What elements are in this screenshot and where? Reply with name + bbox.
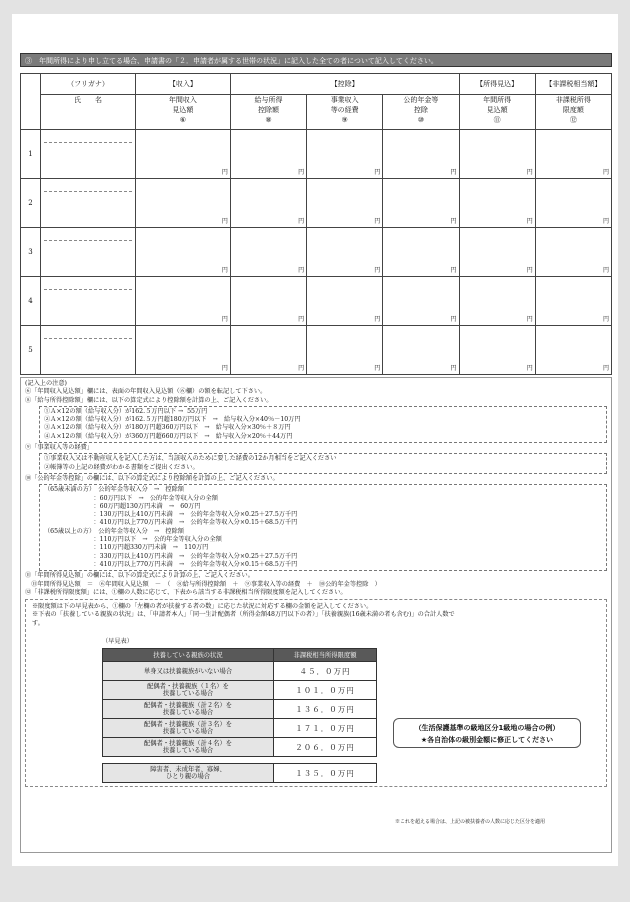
quick-value: ４５．０万円: [274, 662, 377, 681]
quick-reference-table: [102, 648, 377, 757]
income-field[interactable]: 円: [135, 326, 230, 375]
formula-line: ①Ａ×12の額（給与収入分）が162.５万円以下 → 55万円: [44, 407, 208, 415]
pension-line: （65歳未満の方） 公的年金等収入分 → 控除額: [44, 486, 184, 494]
nontax-limit-header: 非課税所得 限度額 ⑫: [535, 95, 611, 130]
guide-line: す。: [32, 619, 44, 627]
salary-deduction-field[interactable]: 円: [230, 179, 306, 228]
table-row: [21, 277, 612, 326]
quick-table-caption: （早見表）: [102, 638, 133, 646]
pension-line: ：110万円以下 → 公的年金等収入分の全額: [44, 536, 222, 544]
name-field[interactable]: [41, 228, 136, 277]
income-field[interactable]: 円: [135, 179, 230, 228]
quick-label: 配偶者・扶養親族（計３名）を 扶養している場合: [103, 719, 274, 738]
quick-header-status: 扶養している親族の状況: [103, 649, 274, 662]
note-8: ⑧「給与所得控除額」欄には、以下の算定式により控除額を計算の上、ご記入ください。: [25, 396, 273, 404]
quick-header-limit: 非課税相当所得限度額: [274, 649, 377, 662]
salary-deduction-header: 給与所得 控除額 ⑧: [230, 95, 306, 130]
section-header: ③ 年間所得により申し立てる場合、申請書の「２．申請者が属する世帯の状況」に記入した全ての者について記入してください。: [20, 53, 612, 67]
table-row: [103, 662, 377, 681]
name-field[interactable]: [41, 326, 136, 375]
callout-line: ★各自治体の級別金額に修正してください: [420, 736, 554, 744]
annual-income-header: 年間収入 見込額 ⑥: [135, 95, 230, 130]
pension-line: ：330万円以上410万円未満 → 公的年金等収入分×0.25＋27.5万千円: [44, 552, 298, 560]
formula-line: ③Ａ×12の額（給与収入分）が180万円超360万円以下 → 給与収入分×30％＋８万円: [44, 424, 291, 432]
forecast-field[interactable]: 円: [459, 130, 535, 179]
row-number-header: [21, 74, 41, 130]
notes-title: (記入上の注意): [25, 380, 67, 387]
row-number: 4: [21, 277, 41, 326]
quick-value: １３６．０万円: [274, 700, 377, 719]
limit-field[interactable]: 円: [535, 228, 611, 277]
income-field[interactable]: 円: [135, 277, 230, 326]
table-row: [21, 179, 612, 228]
table-row: [103, 719, 377, 738]
name-field[interactable]: [41, 179, 136, 228]
pension-line: ：60万円以下 → 公的年金等収入分の全額: [44, 494, 218, 502]
table-row: [103, 681, 377, 700]
deduction-group-header: 【控除】: [230, 74, 459, 95]
pension-formula-box: [39, 484, 607, 571]
pension-field[interactable]: 円: [383, 179, 459, 228]
expense-field[interactable]: 円: [307, 277, 383, 326]
income-field[interactable]: 円: [135, 130, 230, 179]
row-number: 5: [21, 326, 41, 375]
name-field[interactable]: [41, 130, 136, 179]
table-row: [21, 326, 612, 375]
pension-line: ：130万円以上410万円未満 → 公的年金等収入分×0.25＋27.5万千円: [44, 511, 298, 519]
table-row: [103, 764, 377, 783]
row-number: 1: [21, 130, 41, 179]
salary-deduction-field[interactable]: 円: [230, 130, 306, 179]
special-label: 障害者、未成年者、寡婦、 ひとり親の場合: [103, 764, 274, 783]
note-12: ⑫「非課税所得限度額」には、①欄の人数に応じて、下表から該当する非課税相当所得限度額を記入してください。: [25, 588, 347, 596]
municipality-callout: [393, 718, 581, 748]
forecast-field[interactable]: 円: [459, 228, 535, 277]
table-row: [103, 700, 377, 719]
formula-line: ②Ａ×12の額（給与収入分）が162.５万円超180万円以下 → 給与収入分×40％－10万円: [44, 416, 301, 424]
quick-value: １７１．０万円: [274, 719, 377, 738]
expense-line: ①事業収入又は不動産収入を記入した方は、当該収入のために要した経費の12か月相当をご記入ください: [44, 455, 337, 463]
limit-field[interactable]: 円: [535, 179, 611, 228]
annual-forecast-header: 年間所得 見込額 ⑪: [459, 95, 535, 130]
salary-formula-box: [39, 406, 607, 443]
forecast-field[interactable]: 円: [459, 179, 535, 228]
expense-box: [39, 453, 607, 474]
limit-field[interactable]: 円: [535, 130, 611, 179]
forecast-field[interactable]: 円: [459, 277, 535, 326]
name-header: 氏 名: [41, 95, 136, 130]
quick-value: ２０６．０万円: [274, 738, 377, 757]
pension-field[interactable]: 円: [383, 130, 459, 179]
limit-guide-box: [25, 599, 607, 787]
pension-line: ：110万円超330万円未満 → 110万円: [44, 544, 209, 552]
pension-field[interactable]: 円: [383, 228, 459, 277]
table-row: [21, 228, 612, 277]
salary-deduction-field[interactable]: 円: [230, 326, 306, 375]
callout-line: （生活保護基準の級地区分1級地の場合の例）: [414, 724, 560, 732]
notes-section: [20, 377, 612, 853]
kana-header: （フリガナ）: [41, 74, 136, 95]
note-11-formula: ⑪年間所得見込額 ＝ ⑥年間収入見込額 － （ ⑧給与所得控除額 ＋ ⑨事業収入等の経費 ＋ ⑩公的年金等控除 ）: [25, 580, 381, 588]
guide-line: ※下表の「扶養している親族の状況」は、「申請者本人」「同一生計配偶者（所得金額48万円以下の者）」「扶養親族(16歳未満の者も含む)」の合計人数で: [32, 611, 455, 619]
forecast-group-header: 【所得見込】: [459, 74, 535, 95]
pension-field[interactable]: 円: [383, 277, 459, 326]
pension-deduction-header: 公的年金等 控除 ⑩: [383, 95, 459, 130]
quick-value: １０１．０万円: [274, 681, 377, 700]
note-10: ⑩「公的年金等控除」の欄には、以下の算定式により控除額を計算の上、ご記入ください。: [25, 474, 279, 482]
expense-field[interactable]: 円: [307, 179, 383, 228]
pension-line: ：410万円以上770万円未満 → 公的年金等収入分×0.15＋68.5万千円: [44, 519, 298, 527]
quick-label: 配偶者・扶養親族（１名）を 扶養している場合: [103, 681, 274, 700]
salary-deduction-field[interactable]: 円: [230, 228, 306, 277]
pension-line: ：410万円以上770万円未満 → 公的年金等収入分×0.15＋68.5万千円: [44, 560, 298, 568]
expense-line: ②帳簿等の上記の経費がわかる書類をご提出ください。: [44, 463, 199, 471]
note-11: ⑪「年間所得見込額」の欄には、以下の算定式により計算の上、ご記入ください。: [25, 572, 254, 580]
expense-field[interactable]: 円: [307, 130, 383, 179]
table-row: [21, 130, 612, 179]
table-row: [103, 738, 377, 757]
nontax-group-header: 【非課税相当額】: [535, 74, 611, 95]
quick-label: 配偶者・扶養親族（計４名）を 扶養している場合: [103, 738, 274, 757]
quick-label: 単身又は扶養親族がいない場合: [103, 662, 274, 681]
income-table: [20, 73, 612, 375]
footnote: ※これを超える場合は、上記の被扶養者の人数に応じた区分を適用: [395, 819, 546, 825]
row-number: 2: [21, 179, 41, 228]
quick-label: 配偶者・扶養親族（計２名）を 扶養している場合: [103, 700, 274, 719]
special-case-table: [102, 763, 377, 783]
special-value: １３５．０万円: [274, 764, 377, 783]
note-6: ⑥「年間収入見込額」欄には、表面の年間収入見込額（⑥欄）の額を転記して下さい。: [25, 388, 267, 396]
name-field[interactable]: [41, 277, 136, 326]
note-9: ⑨「事業収入等の経費」: [25, 444, 94, 452]
formula-line: ④Ａ×12の額（給与収入分）が360万円超660万円以下 → 給与収入分×20％＋44万円: [44, 432, 293, 440]
limit-field[interactable]: 円: [535, 326, 611, 375]
guide-line: ※限度額は下の早見表から、①欄の「左欄の者が扶養する者の数」に応じた状況に対応する欄の金額を記入してください。: [32, 603, 373, 611]
pension-line: （65歳以上の方） 公的年金等収入分 → 控除額: [44, 527, 184, 535]
expense-field[interactable]: 円: [307, 228, 383, 277]
income-group-header: 【収入】: [135, 74, 230, 95]
row-number: 3: [21, 228, 41, 277]
forecast-field[interactable]: 円: [459, 326, 535, 375]
salary-deduction-field[interactable]: 円: [230, 277, 306, 326]
limit-field[interactable]: 円: [535, 277, 611, 326]
income-field[interactable]: 円: [135, 228, 230, 277]
expense-field[interactable]: 円: [307, 326, 383, 375]
pension-field[interactable]: 円: [383, 326, 459, 375]
business-expense-header: 事業収入 等の経費 ⑨: [307, 95, 383, 130]
pension-line: ：60万円超130万円未満 → 60万円: [44, 502, 201, 510]
